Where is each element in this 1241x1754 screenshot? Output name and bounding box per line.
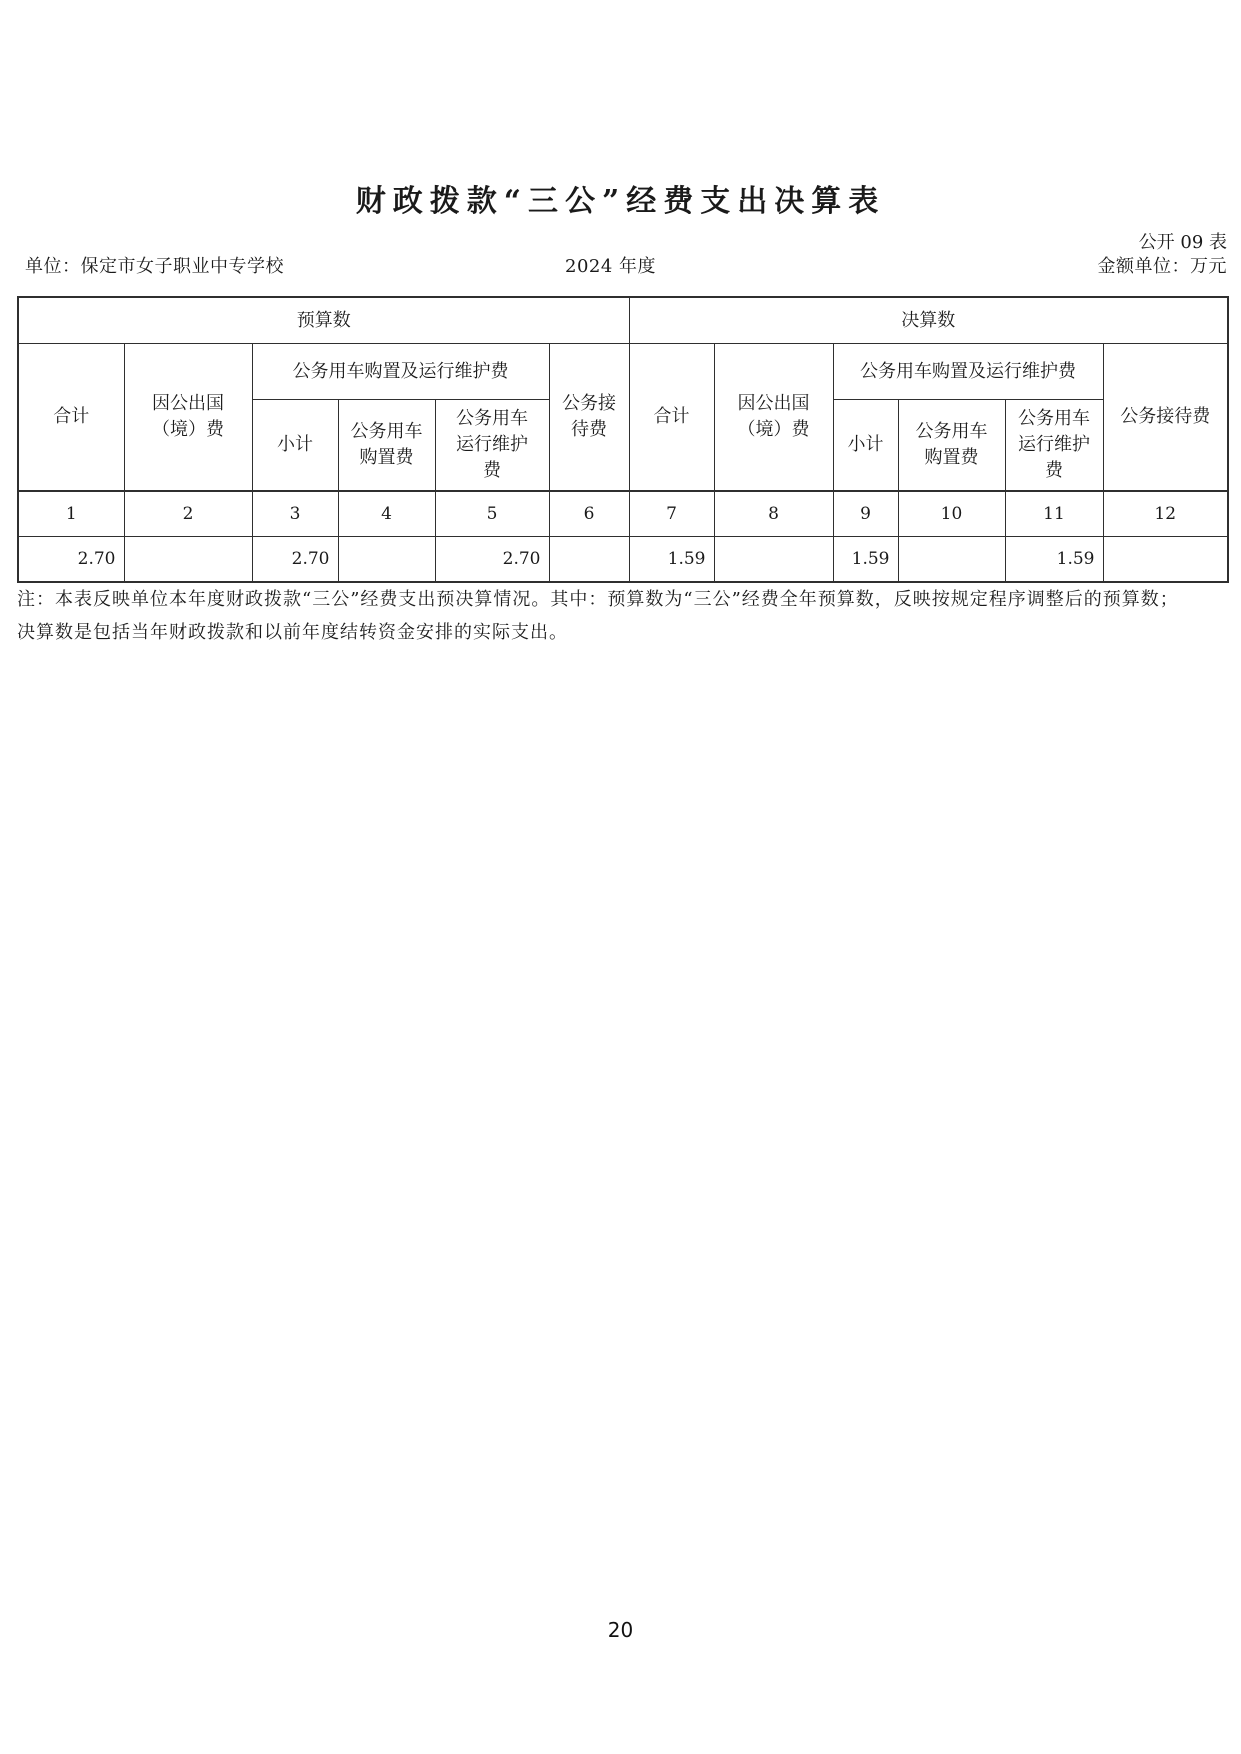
value-cell-9: 1.59 <box>833 537 898 583</box>
value-cell-5: 2.70 <box>435 537 549 583</box>
value-cell-8 <box>714 537 833 583</box>
header-line: 公务用车 <box>350 421 423 442</box>
table-code-label: 公开 09 表 <box>1138 232 1227 253</box>
header-vehicle-band-budget: 公务用车购置及运行维护费 <box>252 344 549 400</box>
header-abroad-final <box>714 344 833 492</box>
header-line: （境）费 <box>152 419 224 440</box>
value-cell-10 <box>898 537 1005 583</box>
footnote-line-1: 注：本表反映单位本年度财政拨款“三公”经费支出预决算情况。其中：预算数为“三公”经费全年预算数，反映按规定程序调整后的预算数； <box>17 589 1179 610</box>
value-cell-2 <box>124 537 252 583</box>
value-cell-1: 2.70 <box>18 537 124 583</box>
header-line: 运行维护 <box>1018 434 1090 455</box>
header-line: 费 <box>483 460 501 481</box>
header-band-row <box>18 344 1228 400</box>
col-number-8: 8 <box>714 491 833 537</box>
header-line: 购置费 <box>924 447 979 468</box>
header-line: （境）费 <box>737 419 810 440</box>
value-cell-6 <box>549 537 629 583</box>
header-line: 合计 <box>53 406 90 427</box>
col-number-7: 7 <box>629 491 714 537</box>
header-line: 公务用车 <box>915 421 988 442</box>
footnote <box>17 583 1233 649</box>
col-number-9: 9 <box>833 491 898 537</box>
header-abroad-budget <box>124 344 252 492</box>
col-number-6: 6 <box>549 491 629 537</box>
value-cell-3: 2.70 <box>252 537 338 583</box>
section-budget: 预算数 <box>18 297 629 344</box>
header-line: 小计 <box>277 434 313 455</box>
amount-unit-label: 金额单位：万元 <box>1097 256 1227 277</box>
header-line: 购置费 <box>359 447 414 468</box>
unit-label: 单位：保定市女子职业中专学校 <box>25 256 284 277</box>
footnote-line-2: 决算数是包括当年财政拨款和以前年度结转资金安排的实际支出。 <box>17 622 568 643</box>
header-operation-final <box>1005 400 1103 492</box>
value-row <box>18 537 1228 583</box>
header-subtotal-final <box>833 400 898 492</box>
column-number-row <box>18 491 1228 537</box>
header-line: 公务用车 <box>456 408 528 429</box>
header-line: 待费 <box>571 419 607 440</box>
header-line: 费 <box>1045 460 1063 481</box>
header-line: 公务接待费 <box>1120 406 1211 427</box>
col-number-5: 5 <box>435 491 549 537</box>
page-title: 财政拨款“三公”经费支出决算表 <box>355 184 886 219</box>
three-public-expenses-table <box>17 296 1229 583</box>
header-line: 因公出国 <box>737 393 810 414</box>
header-line: 因公出国 <box>152 393 224 414</box>
header-reception-budget <box>549 344 629 492</box>
header-total-final <box>629 344 714 492</box>
section-header-row <box>18 297 1228 344</box>
meta-row <box>17 252 1227 278</box>
header-subtotal-budget <box>252 400 338 492</box>
header-reception-final <box>1103 344 1228 492</box>
header-line: 小计 <box>847 434 884 455</box>
header-purchase-final <box>898 400 1005 492</box>
header-line: 合计 <box>653 406 690 427</box>
col-number-1: 1 <box>18 491 124 537</box>
col-number-12: 12 <box>1103 491 1228 537</box>
page-number: 20 <box>607 1618 634 1642</box>
header-vehicle-band-final: 公务用车购置及运行维护费 <box>833 344 1103 400</box>
col-number-2: 2 <box>124 491 252 537</box>
col-number-10: 10 <box>898 491 1005 537</box>
col-number-3: 3 <box>252 491 338 537</box>
header-line: 公务用车 <box>1018 408 1090 429</box>
value-cell-11: 1.59 <box>1005 537 1103 583</box>
col-number-4: 4 <box>338 491 435 537</box>
header-total-budget <box>18 344 124 492</box>
section-final: 决算数 <box>629 297 1228 344</box>
value-cell-4 <box>338 537 435 583</box>
header-line: 公务接 <box>562 393 616 414</box>
header-operation-budget <box>435 400 549 492</box>
header-line: 运行维护 <box>456 434 528 455</box>
value-cell-12 <box>1103 537 1228 583</box>
header-purchase-budget <box>338 400 435 492</box>
value-cell-7: 1.59 <box>629 537 714 583</box>
col-number-11: 11 <box>1005 491 1103 537</box>
year-label: 2024 年度 <box>565 256 657 277</box>
